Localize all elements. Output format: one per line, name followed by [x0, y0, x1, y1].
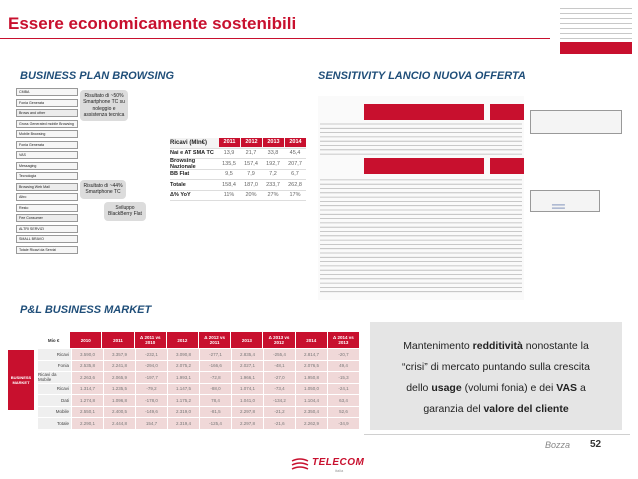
pl-cell: 49,4 [328, 361, 359, 372]
tree-node: VAS [16, 151, 78, 159]
pl-cell: -277,1 [200, 349, 231, 360]
key-message-box [370, 322, 622, 430]
tree-node: Mobile Browsing [16, 130, 78, 138]
pl-cell: 2.263,6 [72, 372, 103, 383]
pl-cell: 1.274,8 [72, 395, 103, 406]
pl-cell: -149,6 [136, 407, 167, 418]
pl-cell: -34,9 [328, 418, 359, 429]
kpi-value: 187,0 [244, 181, 258, 188]
tree-node: Messaging [16, 162, 78, 170]
kpi-value: 207,7 [288, 160, 302, 167]
pl-row [38, 371, 360, 383]
pl-cell: -255,4 [264, 349, 295, 360]
pl-row-label: Totale [38, 418, 71, 429]
tree-node: Fonia Generata [16, 99, 78, 107]
tree-node: Totale Ricavi da Servizi [16, 246, 78, 254]
pl-header-cell: Δ 2014 vs 2013 [328, 332, 359, 348]
kpi-header-label: Ricavi (Mln€) [170, 139, 208, 146]
pl-cell: -15,3 [328, 372, 359, 383]
pl-cell: 2.297,8 [232, 407, 263, 418]
kpi-year: 2012 [241, 138, 262, 147]
pl-side-label: BUSINESS MARKET [8, 350, 34, 410]
corner-decoration [560, 8, 632, 43]
msg-text: a [577, 382, 586, 394]
pl-cell: -294,0 [136, 361, 167, 372]
callout-smartphone-tc: Risultato di ~44% Smartphone TC [80, 180, 126, 199]
pl-cell: 1.235,5 [104, 384, 135, 395]
kpi-row-label: Totale [170, 181, 186, 188]
pl-row-label: Dati [38, 395, 71, 406]
pl-cell: 78,4 [200, 395, 231, 406]
pl-body [38, 348, 360, 429]
pl-table [8, 332, 360, 426]
msg-text: “crisi” di mercato puntando sulla crescita [402, 361, 590, 373]
msg-text: (volumi fonia) e dei [461, 382, 557, 394]
kpi-row-label: BB Flat [170, 171, 190, 178]
pl-header-cell: 2013 [231, 332, 262, 348]
sensitivity-table-image [318, 96, 524, 300]
pl-cell: 2.350,4 [296, 407, 327, 418]
pl-cell: -166,6 [200, 361, 231, 372]
pl-cell: 52,6 [328, 407, 359, 418]
pl-cell: -197,7 [136, 372, 167, 383]
pl-cell: -21,6 [264, 418, 295, 429]
business-plan-tree [16, 88, 78, 256]
tree-node: ALTRI SERVIZI [16, 225, 78, 233]
kpi-value: 158,4 [222, 181, 236, 188]
kpi-value: 7,2 [269, 171, 277, 178]
pl-cell: 1.950,8 [296, 372, 327, 383]
sensitivity-side-table-2 [530, 190, 600, 212]
pl-cell: 1.175,2 [168, 395, 199, 406]
pl-cell: 154,7 [136, 418, 167, 429]
pl-cell: 2.262,9 [296, 418, 327, 429]
kpi-value: 262,8 [288, 181, 302, 188]
kpi-row-label: Δ% YoY [170, 192, 191, 199]
pl-cell: 1.966,1 [232, 372, 263, 383]
kpi-value: 7,9 [247, 171, 255, 178]
tree-node: Browsing Web Mail [16, 183, 78, 191]
pl-header-cell: 2012 [167, 332, 198, 348]
pl-cell: -73,4 [264, 384, 295, 395]
pl-row [38, 394, 360, 406]
kpi-row-label: Nai e AT SMA TC [170, 150, 214, 157]
pl-cell: 2.814,7 [296, 349, 327, 360]
msg-bold: usage [431, 382, 462, 394]
kpi-value: 17% [289, 192, 301, 199]
kpi-value: 13,9 [223, 150, 235, 157]
pl-cell: 2.319,0 [168, 407, 199, 418]
pl-header-cell: Δ 2013 vs 2012 [263, 332, 294, 348]
pl-header-cell: 2011 [102, 332, 133, 348]
pl-row [38, 406, 360, 418]
pl-cell: 1.147,5 [168, 384, 199, 395]
pl-cell: 63,4 [328, 395, 359, 406]
kpi-value: 135,5 [222, 160, 236, 167]
kpi-row [170, 180, 306, 191]
kpi-value: 27% [267, 192, 279, 199]
pl-cell: 1.104,4 [296, 395, 327, 406]
corner-accent-box [560, 42, 632, 54]
pl-row-label: Ricavi [38, 349, 71, 360]
pl-cell: 2.550,1 [72, 407, 103, 418]
msg-text: Mantenimento [403, 340, 473, 352]
pl-cell: 2.297,8 [232, 418, 263, 429]
pl-cell: 2.075,2 [168, 361, 199, 372]
pl-cell: -232,1 [136, 349, 167, 360]
pl-row [38, 360, 360, 372]
pl-row-label: Ricavi da Mobile [38, 372, 71, 383]
kpi-header-row [170, 138, 306, 149]
sensitivity-side-table [530, 110, 622, 134]
pl-cell: -125,4 [200, 418, 231, 429]
section-heading-sensitivity: SENSITIVITY LANCIO NUOVA OFFERTA [318, 70, 526, 82]
equals-icon: ═ [552, 196, 565, 216]
pl-cell: 2.400,5 [104, 407, 135, 418]
pl-row-label: Ricavi [38, 384, 71, 395]
page-title: Essere economicamente sostenibili [8, 14, 297, 33]
callout-smartphone-noleggio: Risultato di ~50% Smartphone TC su noleggio e assistenza tecnica [80, 90, 128, 121]
pl-header-cell: Δ 2011 vs 2010 [135, 332, 166, 348]
kpi-year: 2014 [285, 138, 306, 147]
callout-blackberry: Sviluppo BlackBerry Flat [104, 202, 146, 221]
pl-row-label: Mobile [38, 407, 71, 418]
logo-text: TELECOM [312, 457, 365, 468]
msg-text: dello [406, 382, 432, 394]
pl-row [38, 348, 360, 360]
pl-header-cell: 2010 [70, 332, 101, 348]
pl-cell: 3.590,0 [72, 349, 103, 360]
msg-bold: valore del cliente [483, 403, 569, 415]
title-divider [0, 38, 550, 39]
msg-bold: VAS [556, 382, 578, 394]
pl-cell: -72,8 [200, 372, 231, 383]
pl-cell: 2.319,4 [168, 418, 199, 429]
revenue-kpi-table [170, 138, 306, 201]
kpi-row [170, 159, 306, 170]
msg-bold: redditività [472, 340, 523, 352]
pl-cell: 2.241,8 [104, 361, 135, 372]
pl-row-label: Fonia [38, 361, 71, 372]
pl-cell: -81,5 [200, 407, 231, 418]
pl-cell: -48,1 [264, 361, 295, 372]
tree-node: Altro [16, 193, 78, 201]
pl-cell: 2.535,8 [72, 361, 103, 372]
kpi-value: 45,4 [289, 150, 301, 157]
kpi-value: 33,8 [267, 150, 279, 157]
kpi-row [170, 191, 306, 202]
page-number: 52 [590, 439, 602, 450]
kpi-value: 20% [245, 192, 257, 199]
tree-node: Fonia Generata [16, 141, 78, 149]
kpi-value: 11% [223, 192, 235, 199]
msg-text: nonostante la [522, 340, 589, 352]
kpi-value: 21,7 [245, 150, 257, 157]
kpi-value: 9,5 [225, 171, 233, 178]
pl-cell: 2.835,4 [232, 349, 263, 360]
pl-cell: -24,1 [328, 384, 359, 395]
footer-divider [364, 434, 630, 435]
msg-text: garanzia del [423, 403, 484, 415]
logo-subtext: italia [335, 468, 344, 473]
pl-cell: 2.065,9 [104, 372, 135, 383]
tree-node: SMALL BRAVO [16, 235, 78, 243]
pl-cell: 2.027,1 [232, 361, 263, 372]
pl-row [38, 383, 360, 395]
pl-cell: 2.076,5 [296, 361, 327, 372]
tree-node: Tecnologia [16, 172, 78, 180]
pl-cell: 3.090,8 [168, 349, 199, 360]
kpi-row [170, 170, 306, 181]
kpi-value: 233,7 [266, 181, 280, 188]
pl-cell: -79,2 [136, 384, 167, 395]
kpi-row-label: Browsing Nazionale [170, 157, 196, 170]
pl-cell: 3.357,9 [104, 349, 135, 360]
section-heading-pl: P&L BUSINESS MARKET [20, 304, 152, 316]
pl-row [38, 417, 360, 429]
kpi-value: 192,7 [266, 160, 280, 167]
pl-header-cell: 2014 [296, 332, 327, 348]
pl-cell: -20,7 [328, 349, 359, 360]
tree-node: Fee Consumer [16, 214, 78, 222]
tree-node: Resto [16, 204, 78, 212]
pl-cell: 1.993,1 [168, 372, 199, 383]
pl-header-cell: Mio € [38, 332, 69, 348]
pl-cell: 1.041,0 [232, 395, 263, 406]
pl-header-row [38, 332, 360, 348]
pl-cell: 1.314,7 [72, 384, 103, 395]
pl-header-cell: Δ 2012 vs 2011 [199, 332, 230, 348]
kpi-year: 2013 [263, 138, 284, 147]
pl-cell: -21,2 [264, 407, 295, 418]
pl-cell: 1.050,0 [296, 384, 327, 395]
pl-cell: -134,2 [264, 395, 295, 406]
tree-node: Gross Generated mobile Browsing [16, 120, 78, 128]
tree-node: Brows and other [16, 109, 78, 117]
draft-status: Bozza [545, 440, 571, 450]
tree-node: CMBA [16, 88, 78, 96]
pl-cell: 2.444,8 [104, 418, 135, 429]
kpi-value: 157,4 [244, 160, 258, 167]
pl-cell: 2.290,1 [72, 418, 103, 429]
kpi-year: 2011 [219, 138, 240, 147]
pl-cell: 1.096,8 [104, 395, 135, 406]
section-heading-business-plan: BUSINESS PLAN BROWSING [20, 70, 175, 82]
kpi-value: 6,7 [291, 171, 299, 178]
pl-grid [38, 332, 360, 429]
pl-cell: -27,0 [264, 372, 295, 383]
pl-cell: 1.074,1 [232, 384, 263, 395]
pl-cell: -178,0 [136, 395, 167, 406]
pl-cell: -88,0 [200, 384, 231, 395]
